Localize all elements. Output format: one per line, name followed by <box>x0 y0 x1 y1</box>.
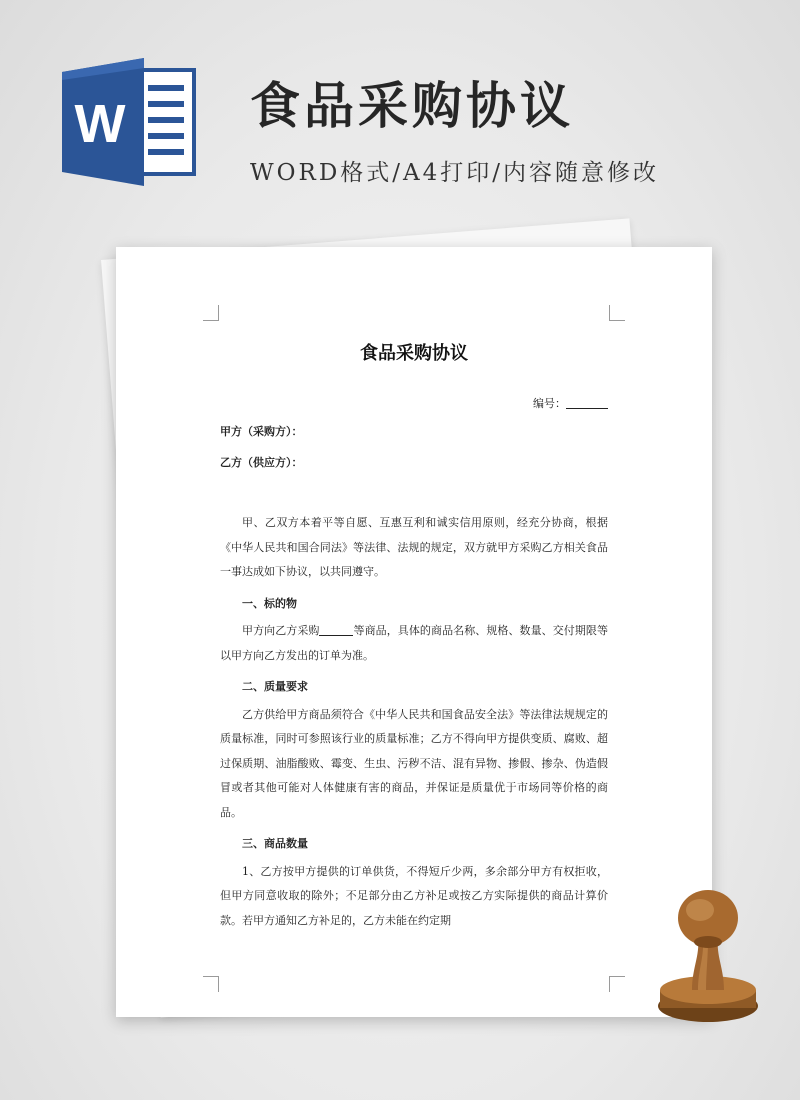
section-2-paragraph: 乙方供给甲方商品须符合《中华人民共和国食品安全法》等法律法规规定的质量标准，同时可参照该行业的质量标准；乙方不得向甲方提供变质、腐败、超过保质期、油脂酸败、霉变、生虫、污秽不洁、混有异物、掺假、掺杂、伪造假冒或者其他可能对人体健康有害的商品，并保证是质量优于市场同等价格的商品。 <box>220 707 608 819</box>
party-a-label: 甲方（采购方）： <box>220 425 303 438</box>
document-number-label: 编号： <box>533 397 566 410</box>
document-number-blank <box>566 398 608 409</box>
crop-mark-top-left <box>203 305 219 321</box>
section-1-blank <box>319 625 353 636</box>
section-2-heading: 二、质量要求 <box>242 680 308 693</box>
document-number <box>533 395 608 411</box>
word-logo-letter: W <box>74 94 126 154</box>
wooden-stamp-icon <box>648 878 768 1038</box>
section-3-paragraph: 1、乙方按甲方提供的订单供货，不得短斤少两，多余部分甲方有权拒收，但甲方同意收取的除外；不足部分由乙方补足或按乙方实际提供的商品计算价款。若甲方通知乙方补足的，乙方未能在约定期 <box>220 864 608 927</box>
page-title: 食品采购协议 <box>250 77 574 135</box>
document-body <box>220 511 608 934</box>
crop-mark-top-right <box>609 305 625 321</box>
page-subtitle: WORD格式/A4打印/内容随意修改 <box>250 160 659 186</box>
section-1-text-b: 等商品，具体的商品名称、规格、数量、交付期限等以甲方向乙方发出的订单为准。 <box>220 624 609 662</box>
word-logo-icon <box>62 58 198 186</box>
document-title: 食品采购协议 <box>360 343 468 364</box>
crop-mark-bottom-right <box>609 976 625 992</box>
crop-mark-bottom-left <box>203 976 219 992</box>
section-1-heading: 一、标的物 <box>242 596 297 610</box>
section-1-paragraph <box>220 619 608 668</box>
section-3-heading: 三、商品数量 <box>242 837 308 850</box>
intro-paragraph: 甲、乙双方本着平等自愿、互惠互利和诚实信用原则，经充分协商，根据《中华人民共和国合同法》等法律、法规的规定，双方就甲方采购乙方相关食品一事达成如下协议，以共同遵守。 <box>220 516 608 578</box>
party-b-label: 乙方（供应方）： <box>220 456 303 469</box>
document-page <box>116 247 712 1017</box>
section-1-text-a: 甲方向乙方采购 <box>242 624 320 637</box>
